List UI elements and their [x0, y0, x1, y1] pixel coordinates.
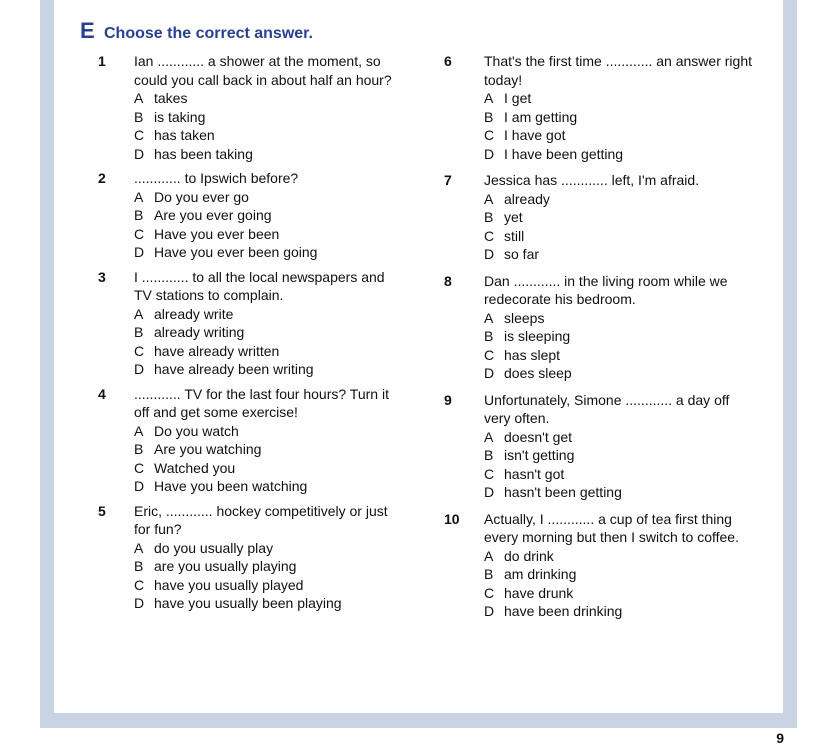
option-text: still — [504, 227, 525, 244]
option-letter: C — [134, 342, 145, 359]
option-text: isn't getting — [504, 447, 575, 463]
option-a — [484, 428, 754, 447]
option-d — [134, 243, 398, 262]
instruction-text: Choose the correct answer. — [104, 25, 313, 42]
option-letter: D — [484, 246, 495, 262]
option-d — [484, 483, 754, 502]
option-text: is sleeping — [504, 328, 571, 344]
question-number: 1 — [98, 53, 106, 69]
option-text: does sleep — [504, 365, 572, 381]
option-letter: B — [484, 566, 494, 582]
option-b — [484, 565, 754, 584]
option-letter: D — [134, 361, 145, 377]
option-text: do drink — [504, 547, 554, 564]
option-letter: A — [134, 539, 144, 556]
option-letter: C — [134, 225, 145, 242]
option-letter: D — [484, 365, 495, 381]
option-letter: D — [484, 603, 495, 619]
question-stem: Eric, ............ hockey competitively or just for fun? — [134, 502, 388, 537]
option-d — [484, 364, 754, 383]
left-column — [98, 52, 398, 613]
option-text: hasn't been getting — [504, 484, 622, 500]
option-letter: C — [484, 584, 495, 601]
option-a — [484, 309, 754, 328]
question-stem: ............ to Ipswich before? — [134, 170, 299, 186]
option-letter: C — [134, 459, 145, 476]
option-letter: B — [484, 328, 494, 344]
option-b — [134, 557, 398, 576]
option-text: has slept — [504, 346, 561, 363]
option-text: takes — [154, 90, 188, 106]
option-letter: A — [484, 190, 494, 207]
question-stem: Jessica has ............ left, I'm afraid. — [484, 172, 700, 188]
option-text: hasn't got — [504, 465, 565, 482]
option-letter: A — [484, 428, 494, 445]
option-text: have drunk — [504, 584, 574, 601]
option-c — [484, 584, 754, 603]
option-b — [134, 108, 398, 127]
question-number: 10 — [444, 510, 460, 527]
option-a — [484, 190, 754, 209]
option-text: Watched you — [154, 459, 236, 476]
option-letter: D — [484, 145, 495, 162]
option-a — [134, 539, 398, 558]
question-number: 4 — [98, 385, 106, 402]
option-letter: B — [134, 324, 144, 340]
option-letter: B — [134, 441, 144, 457]
option-c — [484, 126, 754, 145]
option-c — [484, 227, 754, 246]
option-letter: A — [134, 188, 144, 205]
page-number: 9 — [776, 730, 784, 746]
option-text: so far — [504, 246, 540, 262]
option-a — [484, 89, 754, 108]
option-c — [134, 225, 398, 244]
option-letter: D — [484, 484, 495, 500]
option-b — [484, 108, 754, 127]
option-text: Have you ever been going — [154, 244, 318, 260]
question-3 — [98, 268, 398, 379]
question-number: 5 — [98, 502, 106, 519]
option-b — [484, 446, 754, 465]
option-text: are you usually playing — [154, 558, 297, 574]
option-text: already write — [154, 305, 234, 322]
option-b — [134, 323, 398, 342]
option-letter: A — [484, 90, 494, 106]
option-letter: B — [484, 447, 494, 463]
option-text: have you usually played — [154, 576, 304, 593]
question-stem: Unfortunately, Simone ............ a day off very often. — [484, 391, 730, 426]
option-b — [134, 206, 398, 225]
option-text: do you usually play — [154, 539, 274, 556]
option-a — [134, 422, 398, 441]
question-number: 2 — [98, 170, 106, 186]
question-10 — [444, 510, 754, 621]
option-b — [484, 327, 754, 346]
option-letter: D — [134, 145, 145, 162]
option-text: already — [504, 190, 550, 207]
option-text: I get — [504, 90, 532, 106]
question-stem: That's the first time ............ an answer right today! — [484, 53, 752, 88]
option-a — [484, 547, 754, 566]
option-text: am drinking — [504, 566, 577, 582]
option-letter: A — [484, 547, 494, 564]
option-text: have already written — [154, 342, 280, 359]
option-text: have been drinking — [504, 603, 623, 619]
option-c — [134, 576, 398, 595]
option-text: I have been getting — [504, 145, 624, 162]
option-text: have already been writing — [154, 361, 314, 377]
option-letter: C — [484, 127, 495, 143]
question-number: 7 — [444, 172, 452, 188]
question-stem: Ian ............ a shower at the moment, so could you call back in about half an hour? — [134, 53, 392, 88]
question-6 — [444, 52, 754, 163]
option-text: has been taking — [154, 145, 253, 162]
question-1 — [98, 52, 398, 163]
question-number: 9 — [444, 391, 452, 408]
question-number: 6 — [444, 53, 452, 69]
option-letter: B — [134, 558, 144, 574]
option-c — [134, 459, 398, 478]
option-letter: A — [484, 309, 494, 326]
option-text: Do you watch — [154, 422, 239, 439]
option-letter: B — [134, 108, 144, 125]
option-text: doesn't get — [504, 428, 573, 445]
option-c — [484, 465, 754, 484]
option-text: sleeps — [504, 309, 545, 326]
option-d — [484, 145, 754, 164]
option-letter: B — [484, 108, 494, 125]
option-text: I am getting — [504, 108, 578, 125]
option-text: have you usually been playing — [154, 595, 342, 611]
question-2 — [98, 169, 398, 262]
option-d — [134, 594, 398, 613]
option-d — [134, 477, 398, 496]
option-letter: D — [134, 478, 145, 494]
question-7 — [444, 171, 754, 264]
option-c — [484, 346, 754, 365]
option-letter: A — [134, 90, 144, 106]
option-c — [134, 342, 398, 361]
option-d — [484, 245, 754, 264]
question-stem: Actually, I ............ a cup of tea first thing every morning but then I switch to coffee. — [484, 510, 739, 545]
option-b — [484, 208, 754, 227]
option-letter: A — [134, 305, 144, 322]
option-text: has taken — [154, 127, 215, 143]
question-stem: ............ TV for the last four hours? Turn it off and get some exercise! — [134, 385, 389, 420]
option-text: is taking — [154, 108, 206, 125]
option-text: Do you ever go — [154, 188, 249, 205]
option-text: Have you been watching — [154, 478, 308, 494]
option-d — [134, 145, 398, 164]
option-d — [484, 602, 754, 621]
option-a — [134, 89, 398, 108]
question-stem: I ............ to all the local newspapers and TV stations to complain. — [134, 268, 385, 303]
option-letter: C — [484, 346, 495, 363]
option-letter: C — [134, 127, 145, 143]
question-5 — [98, 502, 398, 613]
question-number: 8 — [444, 272, 452, 289]
option-text: Are you watching — [154, 441, 262, 457]
option-text: I have got — [504, 127, 566, 143]
option-a — [134, 305, 398, 324]
option-text: Have you ever been — [154, 225, 280, 242]
option-text: already writing — [154, 324, 245, 340]
question-4 — [98, 385, 398, 496]
option-letter: C — [134, 576, 145, 593]
option-letter: D — [134, 595, 145, 611]
option-letter: C — [484, 227, 495, 244]
option-a — [134, 188, 398, 207]
option-c — [134, 126, 398, 145]
question-stem: Dan ............ in the living room while we redecorate his bedroom. — [484, 272, 728, 307]
option-letter: D — [134, 244, 145, 260]
option-d — [134, 360, 398, 379]
question-number: 3 — [98, 268, 106, 285]
question-9 — [444, 391, 754, 502]
option-letter: B — [134, 207, 144, 223]
section-letter: E — [80, 18, 95, 43]
option-b — [134, 440, 398, 459]
option-letter: A — [134, 422, 144, 439]
exercise-header — [80, 18, 313, 44]
option-text: yet — [504, 209, 523, 225]
option-letter: B — [484, 209, 494, 225]
option-text: Are you ever going — [154, 207, 272, 223]
right-column — [444, 52, 754, 621]
question-8 — [444, 272, 754, 383]
option-letter: C — [484, 465, 495, 482]
